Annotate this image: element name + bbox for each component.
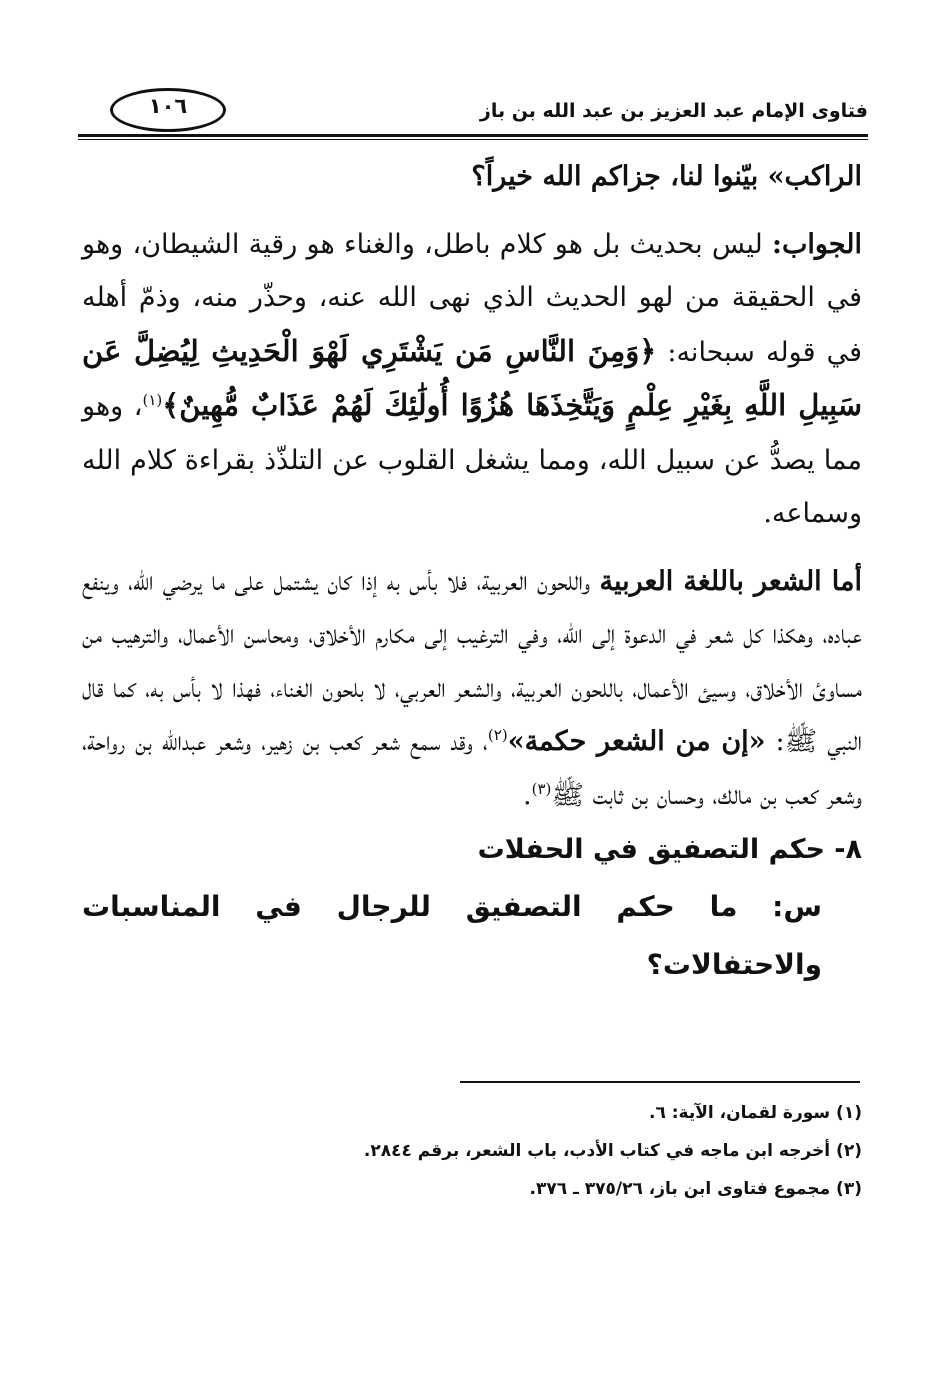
page-number: ١٠٦ <box>148 94 188 118</box>
footnote-separator <box>460 1081 860 1083</box>
answer-label: الجواب: <box>772 228 862 260</box>
book-title: فتاوى الإمام عبد العزيز بن عبد الله بن باز <box>479 100 868 122</box>
poetry-text-2: ، وقد سمع شعر كعب بن زهير، وشعر عبدالله بن رواحة، وشعر كعب بن مالك، وحسان بن ثابت <box>82 726 862 811</box>
answer-text-2: ، وهو مما يصدُّ عن سبيل الله، ومما يشغل القلوب عن التلذّذ بقراءة كلام الله وسماعه. <box>82 391 862 529</box>
header-rule-thin <box>78 139 868 140</box>
answer-paragraph <box>82 218 862 541</box>
page-number-frame <box>110 88 226 132</box>
section-question: س: ما حكم التصفيق للرجال في المناسبات والاحتفالات؟ <box>82 890 822 981</box>
footnote-1: (١) سورة لقمان، الآية: ٦. <box>648 1103 862 1123</box>
main-text <box>82 150 862 994</box>
poetry-text-1: واللحون العربية، فلا بأس به إذا كان يشتمل على ما يرضي الله، وينفع عباده، وهكذا كل شعر في الدعوة إلى الله، وفي الترغيب إلى مكارم الأخلاق، ومحاسن الأعمال، والترهيب من مساوئ الأخلاق، وسيئ الأعمال، باللحون العربية، والشعر العربي، لا بلحون الغناء، فهذا لا بأس به، كما قال النبي ﷺ: <box>82 565 863 757</box>
hadith-quote: «إن من الشعر حكمة» <box>507 726 766 757</box>
footnote-3: (٣) مجموع فتاوى ابن باز، ٣٧٥/٢٦ ـ ٣٧٦. <box>529 1179 862 1199</box>
honorific: ﷺ <box>551 779 585 811</box>
header-rule <box>78 134 868 137</box>
running-header <box>78 88 868 144</box>
question-end: الراكب» بيّنوا لنا، جزاكم الله خيراً؟ <box>471 161 862 192</box>
question-continuation <box>82 150 862 204</box>
footnote-ref-1: (١) <box>142 391 163 409</box>
section-heading: ٨- حكم التصفيق في الحفلات <box>477 834 862 865</box>
footnote-ref-2: (٢) <box>487 726 508 744</box>
footnote-ref-3: (٣) <box>531 779 552 798</box>
poetry-paragraph <box>82 555 862 823</box>
footnote-2: (٢) أخرجه ابن ماجه في كتاب الأدب، باب الشعر، برقم ٢٨٤٤. <box>363 1141 862 1161</box>
quran-verse: ﴿وَمِنَ النَّاسِ مَن يَشْتَرِي لَهْوَ الْحَدِيثِ لِيُضِلَّ عَن سَبِيلِ اللَّهِ بِغَيْرِ عِلْمٍ وَيَتَّخِذَهَا هُزُوًا أُولَٰئِكَ لَهُمْ عَذَابٌ مُّهِينٌ﴾ <box>82 333 862 422</box>
answer-text-1: ليس بحديث بل هو كلام باطل، والغناء هو رقية الشيطان، وهو في الحقيقة من لهو الحديث الذي نهى الله عنه، وحذّر منه، وذمّ أهله في قوله سبحانه: <box>82 228 862 368</box>
footnotes <box>300 1094 862 1208</box>
poetry-text-3: . <box>523 779 532 811</box>
poetry-lead: أما الشعر باللغة العربية <box>599 565 862 597</box>
